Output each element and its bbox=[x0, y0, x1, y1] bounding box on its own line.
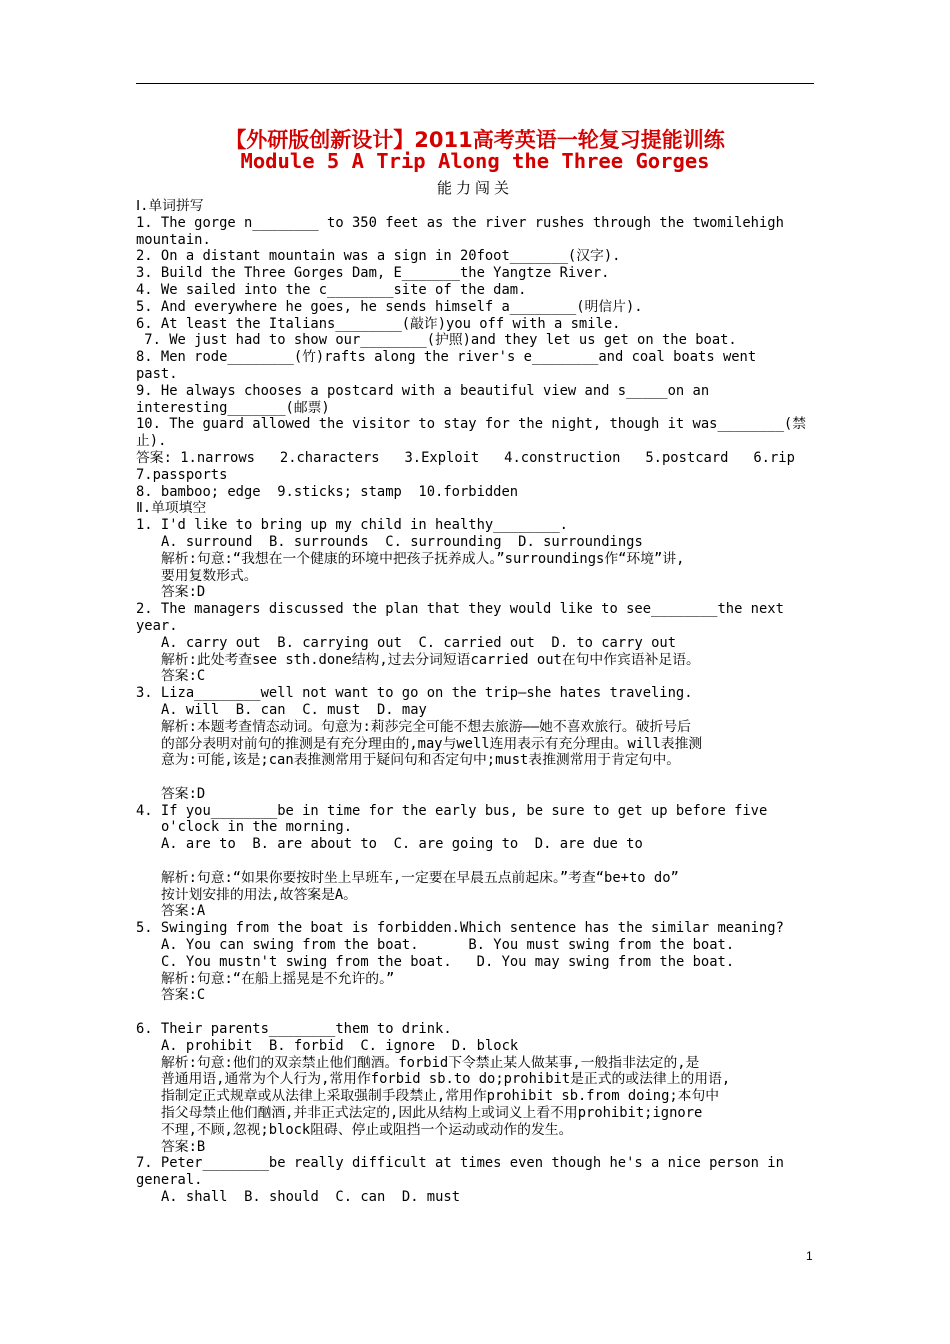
text-line: 4. If you________be in time for the early bus, be sure to get up before five bbox=[136, 802, 768, 819]
text-line: 7. Peter________be really difficult at times even though he's a nice person in bbox=[136, 1155, 784, 1172]
text-line: 意为:可能,该是;can表推测常用于疑问句和否定句中;must表推测常用于肯定句中。 bbox=[161, 752, 681, 769]
text-line: A. prohibit B. forbid C. ignore D. block bbox=[161, 1037, 519, 1054]
text-line: 止). bbox=[136, 433, 167, 450]
text-line: 普通用语,通常为个人行为,常用作forbid sb.to do;prohibit是正式的或法律上的用语, bbox=[161, 1071, 731, 1088]
text-line: 2. The managers discussed the plan that they would like to see________the next bbox=[136, 601, 784, 618]
text-line: year. bbox=[136, 617, 178, 634]
text-line: 指父母禁止他们酗酒,并非正式法定的,因此从结构上或词义上看不用prohibit;ignore bbox=[161, 1105, 703, 1122]
text-line: 解析:句意:“在船上摇晃是不允许的。” bbox=[161, 970, 395, 987]
text-line: 10. The guard allowed the visitor to stay for the night, though it was________(禁 bbox=[136, 416, 807, 433]
text-line: 4. We sailed into the c________site of the dam. bbox=[136, 281, 527, 298]
blank-line bbox=[136, 769, 816, 786]
text-line: 1. I'd like to bring up my child in healthy________. bbox=[136, 517, 568, 534]
text-line: 3. Liza________well not want to go on the trip—she hates traveling. bbox=[136, 685, 693, 702]
text-line: interesting_______(邮票) bbox=[136, 399, 330, 416]
blank-line bbox=[136, 853, 816, 870]
document-title: 【外研版创新设计】2011高考英语一轮复习提能训练 bbox=[225, 128, 725, 152]
text-line: 不理,不顾,忽视;block阻碍、停止或阻挡一个运动或动作的发生。 bbox=[161, 1121, 573, 1138]
text-line: 指制定正式规章或从法律上采取强制手段禁止,常用作prohibit sb.from doing;本句中 bbox=[161, 1088, 720, 1105]
text-line: 解析:此处考查see sth.done结构,过去分词短语carried out在句中作宾语补足语。 bbox=[161, 651, 700, 668]
module-title: Module 5 A Trip Along the Three Gorges bbox=[240, 149, 710, 173]
text-line: A. You can swing from the boat. B. You must swing from the boat. bbox=[161, 937, 735, 954]
text-line: 6. At least the Italians________(敲诈)you off with a smile. bbox=[136, 315, 621, 332]
text-line: C. You mustn't swing from the boat. D. You may swing from the boat. bbox=[161, 953, 735, 970]
text-line: o'clock in the morning. bbox=[161, 819, 353, 836]
text-line: 8. bamboo; edge 9.sticks; stamp 10.forbidden bbox=[136, 483, 519, 500]
text-line: 要用复数形式。 bbox=[161, 567, 258, 584]
text-line: 的部分表明对前句的推测是有充分理由的,may与well连用表示有充分理由。will表推测 bbox=[161, 735, 703, 752]
text-line: 9. He always chooses a postcard with a beautiful view and s_____on an bbox=[136, 382, 710, 399]
page-number: 1 bbox=[806, 1249, 813, 1263]
text-line: Ⅱ.单项填空 bbox=[136, 500, 207, 517]
text-line: 8. Men rode________(竹)rafts along the river's e________and coal boats went bbox=[136, 349, 757, 366]
header-rule bbox=[136, 83, 814, 84]
text-line: A. carry out B. carrying out C. carried out D. to carry out bbox=[161, 634, 676, 651]
text-line: past. bbox=[136, 365, 178, 382]
text-line: 解析:句意:他们的双亲禁止他们酗酒。forbid下令禁止某人做某事,一般指非法定的,是 bbox=[161, 1054, 700, 1071]
text-line: 6. Their parents________them to drink. bbox=[136, 1021, 452, 1038]
text-line: 7.passports bbox=[136, 466, 228, 483]
text-line: 按计划安排的用法,故答案是A。 bbox=[161, 886, 357, 903]
text-line: 答案:C bbox=[161, 987, 206, 1004]
text-line: 5. Swinging from the boat is forbidden.Which sentence has the similar meaning? bbox=[136, 920, 784, 937]
text-line: 答案:D bbox=[161, 584, 206, 601]
text-line: A. will B. can C. must D. may bbox=[161, 701, 427, 718]
text-line: 2. On a distant mountain was a sign in 20foot_______(汉字). bbox=[136, 248, 621, 265]
text-line: 答案:D bbox=[161, 785, 206, 802]
text-line: 解析:本题考查情态动词。句意为:莉莎完全可能不想去旅游——她不喜欢旅行。破折号后 bbox=[161, 718, 691, 735]
text-line: 7. We just had to show our________(护照)and they let us get on the boat. bbox=[136, 332, 737, 349]
text-line: A. surround B. surrounds C. surrounding D. surroundings bbox=[161, 533, 643, 550]
text-line: 答案: 1.narrows 2.characters 3.Exploit 4.construction 5.postcard 6.rip bbox=[136, 449, 795, 466]
text-line: general. bbox=[136, 1172, 203, 1189]
text-line: 5. And everywhere he goes, he sends himself a________(明信片). bbox=[136, 298, 643, 315]
text-line: 答案:B bbox=[161, 1138, 206, 1155]
text-line: 解析:句意:“我想在一个健康的环境中把孩子抚养成人。”surroundings作“环境”讲, bbox=[161, 550, 685, 567]
blank-line bbox=[136, 1004, 816, 1021]
text-line: A. shall B. should C. can D. must bbox=[161, 1189, 461, 1206]
text-line: 1. The gorge n________ to 350 feet as the river rushes through the twomilehigh bbox=[136, 214, 784, 231]
text-line: mountain. bbox=[136, 231, 211, 248]
text-line: A. are to B. are about to C. are going to D. are due to bbox=[161, 836, 643, 853]
section-subtitle: 能力闯关 bbox=[436, 179, 513, 197]
text-line: 解析:句意:“如果你要按时坐上早班车,一定要在早晨五点前起床。”考查“be+to do” bbox=[161, 869, 679, 886]
text-line: Ⅰ.单词拼写 bbox=[136, 198, 204, 214]
text-line: 答案:A bbox=[161, 903, 206, 920]
text-line: 答案:C bbox=[161, 668, 206, 685]
exercise-body bbox=[136, 198, 816, 1206]
text-line: 3. Build the Three Gorges Dam, E_______the Yangtze River. bbox=[136, 265, 610, 282]
